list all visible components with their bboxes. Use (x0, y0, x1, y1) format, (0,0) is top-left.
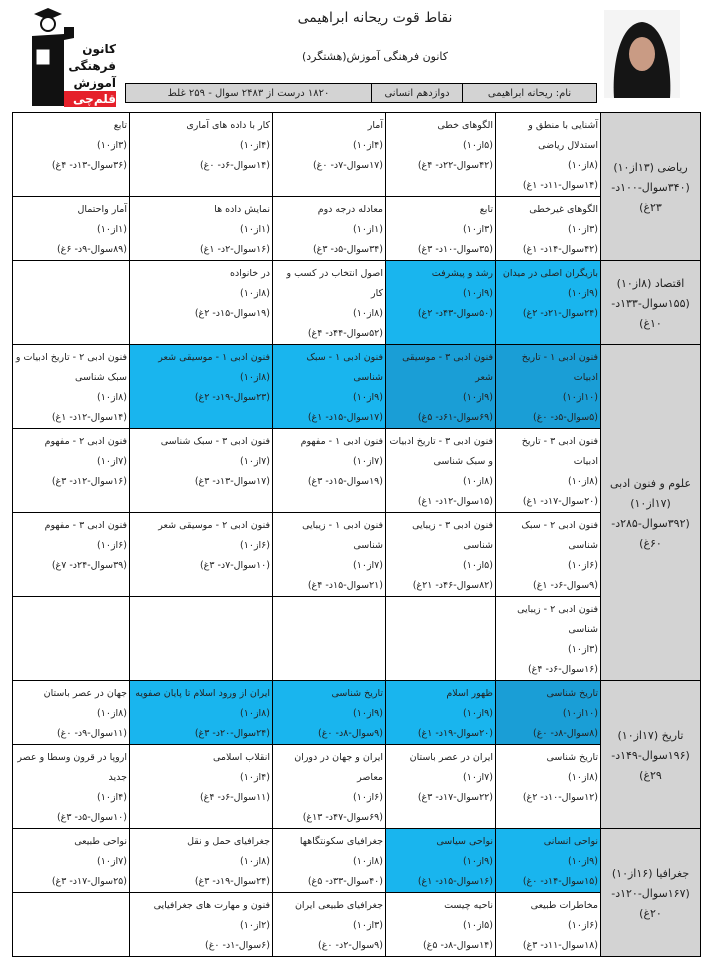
topic-score: (۹از۱۰) (568, 288, 598, 299)
topic-score: (۳از۱۰) (97, 140, 127, 151)
topic-cell (386, 893, 496, 957)
topic-title: جهان در عصر باستان (43, 688, 127, 699)
topic-title: فنون ادبی ۱ - موسیقی شعر (158, 352, 270, 363)
topic-score: (۵از۱۰) (463, 920, 493, 931)
topic-detail: (۵۰سوال-۴۳د- ۲غ) (417, 308, 493, 319)
subject-cell (601, 829, 701, 957)
topic-detail: (۲۵سوال-۱۷د- ۳غ) (51, 876, 127, 887)
subject-label-line: (۳۹۲سوال-۲۸۵د- (611, 517, 690, 530)
topic-score: (۸از۱۰) (463, 476, 493, 487)
topic-detail: (۹سوال-۲د- ۰غ) (318, 940, 383, 951)
topic-detail: (۵سوال-۵د- ۰غ) (533, 412, 598, 423)
topic-title: فنون ادبی ۳ - موسیقی شعر (402, 352, 493, 383)
topic-cell (130, 513, 273, 597)
topic-cell (130, 745, 273, 829)
subject-label-line: (۱۵۵سوال-۱۳۳د- (611, 297, 690, 310)
topic-score: (۸از۱۰) (240, 856, 270, 867)
topic-score: (۸از۱۰) (240, 288, 270, 299)
topic-title: فنون ادبی ۳ - مفهوم (44, 520, 127, 531)
topic-score: (۶از۱۰) (240, 540, 270, 551)
topic-cell (13, 829, 130, 893)
topic-score: (۵از۱۰) (463, 140, 493, 151)
topic-title: اصول انتخاب در کسب و کار (286, 268, 383, 299)
topic-title: ایران در عصر باستان (409, 752, 493, 763)
topic-detail: (۹سوال-۸د- ۰غ) (318, 728, 383, 739)
topic-score: (۱۰از۱۰) (562, 392, 598, 403)
topic-detail: (۱۷سوال-۱۳د- ۳غ) (194, 476, 270, 487)
topic-score: (۱۰از۱۰) (562, 708, 598, 719)
topic-cell (13, 513, 130, 597)
topic-title: فنون ادبی ۱ - تاریخ ادبیات (521, 352, 598, 383)
topic-detail: (۲۱سوال-۱۵د- ۴غ) (307, 580, 383, 591)
topic-title: نمایش داده ها (214, 204, 270, 215)
subject-label-line: علوم و فنون ادبی (609, 477, 692, 490)
topic-score: (۸از۱۰) (353, 856, 383, 867)
topic-detail: (۴۲سوال-۲۲د- ۴غ) (417, 160, 493, 171)
topic-cell (496, 829, 601, 893)
table-row (13, 745, 701, 829)
topic-detail: (۱۲سوال-۱۰د- ۲غ) (522, 792, 598, 803)
topic-cell (130, 345, 273, 429)
topic-detail: (۵۲سوال-۴۴د- ۴غ) (307, 328, 383, 339)
subject-cell (601, 681, 701, 829)
topic-detail: (۳۶سوال-۱۳د- ۴غ) (51, 160, 127, 171)
topic-detail: (۲۰سوال-۱۷د- ۱غ) (522, 496, 598, 507)
topic-cell (386, 681, 496, 745)
topic-score: (۹از۱۰) (463, 392, 493, 403)
topic-cell (496, 681, 601, 745)
subject-cell (601, 345, 701, 681)
topic-cell (130, 113, 273, 197)
topic-score: (۷از۱۰) (97, 856, 127, 867)
topic-detail: (۴۰سوال-۳۳د- ۵غ) (307, 876, 383, 887)
topic-cell (273, 893, 386, 957)
topic-score: (۶از۱۰) (97, 540, 127, 551)
topic-score: (۷از۱۰) (97, 456, 127, 467)
topic-score: (۳از۱۰) (568, 224, 598, 235)
logo-line-amoozesh: آموزش (64, 75, 116, 91)
subject-label-line: (۱۶۷سوال-۱۲۰د- (611, 887, 690, 900)
topic-title: انقلاب اسلامی (213, 752, 270, 763)
topic-detail: (۴۲سوال-۱۴د- ۱غ) (522, 244, 598, 255)
topic-cell (13, 893, 130, 957)
topic-score: (۷از۱۰) (240, 456, 270, 467)
table-row (13, 597, 701, 681)
topic-title: فنون ادبی ۱ - سبک شناسی (306, 352, 383, 383)
topic-detail: (۲۲سوال-۱۷د- ۳غ) (417, 792, 493, 803)
topic-score: (۳از۱۰) (353, 920, 383, 931)
topic-cell (130, 681, 273, 745)
subject-label-line: ۱۰غ) (639, 317, 662, 330)
topic-score: (۳از۱۰) (463, 224, 493, 235)
topic-cell (13, 345, 130, 429)
topic-detail: (۹سوال-۶د- ۱غ) (533, 580, 598, 591)
topic-score: (۹از۱۰) (463, 708, 493, 719)
topic-cell (496, 345, 601, 429)
topic-title: فنون و مهارت های جغرافیایی (153, 900, 270, 911)
topic-title: کار با داده های آماری (186, 120, 270, 131)
topic-title: آشنایی با منطق و استدلال ریاضی (528, 120, 598, 151)
subject-cell (601, 261, 701, 345)
subject-label-line: تاریخ (۱۷از۱۰) (617, 729, 684, 742)
topic-detail: (۸۹سوال-۹د- ۶غ) (56, 244, 127, 255)
topic-cell (273, 261, 386, 345)
topic-cell (386, 197, 496, 261)
topic-cell (386, 513, 496, 597)
topic-title: جغرافیای طبیعی ایران (294, 900, 383, 911)
subject-label-line: (۳۴۰سوال-۱۰۰د- (611, 181, 690, 194)
subject-label-line: (۱۹۶سوال-۱۴۹د- (611, 749, 690, 762)
topic-title: جغرافیای سکونتگاهها (299, 836, 383, 847)
topic-title: اروپا در قرون وسطا و عصر جدید (17, 752, 127, 783)
strength-table (12, 112, 701, 957)
topic-title: مخاطرات طبیعی (530, 900, 598, 911)
topic-score: (۸از۱۰) (568, 772, 598, 783)
topic-cell (13, 261, 130, 345)
topic-title: نواحی طبیعی (74, 836, 127, 847)
topic-score: (۱از۱۰) (97, 224, 127, 235)
kanoon-logo (26, 4, 116, 106)
topic-title: فنون ادبی ۱ - زیبایی شناسی (302, 520, 383, 551)
topic-score: (۶از۱۰) (568, 560, 598, 571)
topic-cell (496, 597, 601, 681)
topic-cell (130, 597, 273, 681)
subject-label-line: ریاضی (۱۳از۱۰) (613, 161, 688, 174)
logo-line-kanoon: کانون (64, 41, 116, 57)
topic-title: نواحی سیاسی (436, 836, 493, 847)
topic-title: فنون ادبی ۳ - سبک شناسی (160, 436, 270, 447)
topic-cell (273, 513, 386, 597)
topic-score: (۸از۱۰) (240, 372, 270, 383)
subject-label-line: (۱۷از۱۰) (630, 497, 671, 510)
topic-title: رشد و پیشرفت (431, 268, 493, 279)
topic-detail: (۱۹سوال-۱۵د- ۲غ) (194, 308, 270, 319)
topic-title: آمار واحتمال (77, 204, 127, 215)
topic-score: (۸از۱۰) (97, 392, 127, 403)
topic-detail: (۱۴سوال-۱۱د- ۱غ) (522, 180, 598, 191)
topic-title: معادله درجه دوم (317, 204, 383, 215)
topic-score: (۷از۱۰) (353, 560, 383, 571)
topic-cell (273, 345, 386, 429)
topic-score: (۹از۱۰) (353, 708, 383, 719)
student-photo (604, 10, 680, 98)
topic-title: فنون ادبی ۲ - زیبایی شناسی (517, 604, 598, 635)
topic-title: نواحی انسانی (543, 836, 598, 847)
topic-cell (496, 113, 601, 197)
topic-detail: (۱۷سوال-۷د- ۰غ) (312, 160, 383, 171)
topic-cell (496, 513, 601, 597)
topic-detail: (۱۰سوال-۷د- ۳غ) (199, 560, 270, 571)
topic-cell (13, 745, 130, 829)
topic-cell (496, 745, 601, 829)
topic-cell (130, 261, 273, 345)
topic-detail: (۲۰سوال-۱۹د- ۱غ) (417, 728, 493, 739)
topic-title: تاریخ شناسی (546, 688, 598, 699)
student-info-bar (125, 83, 597, 103)
topic-score: (۸از۱۰) (97, 708, 127, 719)
topic-title: ظهور اسلام (446, 688, 493, 699)
topic-cell (13, 429, 130, 513)
topic-detail: (۱۵سوال-۱۲د- ۱غ) (417, 496, 493, 507)
topic-detail: (۱۴سوال-۶د- ۰غ) (199, 160, 270, 171)
topic-cell (13, 597, 130, 681)
topic-detail: (۱۵سوال-۱۴د- ۰غ) (522, 876, 598, 887)
topic-detail: (۲۴سوال-۲۱د- ۲غ) (522, 308, 598, 319)
table-row (13, 261, 701, 345)
topic-cell (273, 745, 386, 829)
topic-detail: (۲۴سوال-۱۹د- ۳غ) (194, 876, 270, 887)
table-row (13, 829, 701, 893)
subject-label-line: جغرافیا (۱۶از۱۰) (611, 867, 690, 880)
topic-title: ناحیه چیست (444, 900, 493, 911)
topic-title: تابع (113, 120, 127, 131)
topic-detail: (۸۲سوال-۴۶د- ۲۱غ) (412, 580, 493, 591)
topic-detail: (۱۹سوال-۱۵د- ۳غ) (307, 476, 383, 487)
topic-detail: (۸سوال-۸د- ۰غ) (533, 728, 598, 739)
topic-score: (۱از۱۰) (353, 224, 383, 235)
topic-score: (۲از۱۰) (240, 920, 270, 931)
topic-title: تابع (479, 204, 493, 215)
table-row (13, 113, 701, 197)
topic-score: (۹از۱۰) (353, 392, 383, 403)
table-row (13, 345, 701, 429)
topic-score: (۶از۱۰) (568, 920, 598, 931)
subject-label-line: ۲۰غ) (639, 907, 662, 920)
topic-score: (۸از۱۰) (240, 708, 270, 719)
table-row (13, 429, 701, 513)
topic-title: فنون ادبی ۳ - تاریخ ادبیات و سبک شناسی (389, 436, 493, 467)
topic-score: (۳از۱۰) (568, 644, 598, 655)
subject-label-line: ۶۰غ) (639, 537, 662, 550)
topic-cell (496, 197, 601, 261)
topic-cell (273, 429, 386, 513)
topic-score: (۹از۱۰) (463, 856, 493, 867)
topic-score: (۹از۱۰) (568, 856, 598, 867)
student-stats: ۱۸۲۰ درست از ۲۴۸۳ سوال - ۲۵۹ غلط (167, 87, 330, 99)
topic-title: تاریخ شناسی (331, 688, 383, 699)
table-row (13, 893, 701, 957)
topic-score: (۴از۱۰) (353, 140, 383, 151)
topic-title: فنون ادبی ۱ - مفهوم (300, 436, 383, 447)
topic-cell (386, 829, 496, 893)
topic-detail: (۱۴سوال-۱۲د- ۱غ) (51, 412, 127, 423)
institute-name: کانون فرهنگی آموزش(هشتگرد) (301, 50, 449, 63)
topic-score: (۸از۱۰) (568, 160, 598, 171)
topic-score: (۶از۱۰) (353, 792, 383, 803)
topic-cell (386, 113, 496, 197)
topic-title: ایران و جهان در دوران معاصر (294, 752, 383, 783)
topic-cell (386, 261, 496, 345)
topic-detail: (۱۶سوال-۶د- ۴غ) (527, 664, 598, 675)
topic-cell (130, 829, 273, 893)
topic-cell (130, 197, 273, 261)
topic-cell (386, 597, 496, 681)
topic-detail: (۶۹سوال-۴۷د- ۱۳غ) (302, 812, 383, 823)
topic-title: الگوهای خطی (437, 120, 493, 131)
topic-detail: (۲۴سوال-۲۰د- ۳غ) (194, 728, 270, 739)
topic-cell (273, 829, 386, 893)
topic-cell (130, 429, 273, 513)
topic-detail: (۱۱سوال-۹د- ۰غ) (56, 728, 127, 739)
topic-cell (273, 113, 386, 197)
topic-score: (۴از۱۰) (240, 140, 270, 151)
topic-title: فنون ادبی ۳ - تاریخ ادبیات (521, 436, 598, 467)
topic-title: فنون ادبی ۲ - تاریخ ادبیات و سبک شناسی (15, 352, 127, 383)
topic-detail: (۱۸سوال-۱۱د- ۳غ) (522, 940, 598, 951)
topic-detail: (۱۷سوال-۱۵د- ۱غ) (307, 412, 383, 423)
table-row (13, 513, 701, 597)
topic-cell (130, 893, 273, 957)
topic-cell (13, 113, 130, 197)
topic-cell (273, 197, 386, 261)
topic-title: فنون ادبی ۲ - سبک شناسی (521, 520, 598, 551)
topic-detail: (۱۰سوال-۵د- ۳غ) (56, 812, 127, 823)
topic-detail: (۳۴سوال-۵د- ۳غ) (312, 244, 383, 255)
topic-detail: (۱۶سوال-۲د- ۱غ) (199, 244, 270, 255)
topic-title: ایران از ورود اسلام تا پایان صفویه (135, 688, 270, 699)
topic-cell (496, 261, 601, 345)
topic-score: (۹از۱۰) (463, 288, 493, 299)
table-row (13, 681, 701, 745)
topic-cell (13, 681, 130, 745)
topic-title: فنون ادبی ۳ - زیبایی شناسی (412, 520, 493, 551)
logo-line-farhangi: فرهنگی (64, 58, 116, 74)
topic-detail: (۳۹سوال-۲۴د- ۷غ) (51, 560, 127, 571)
topic-title: فنون ادبی ۲ - مفهوم (44, 436, 127, 447)
topic-cell (273, 681, 386, 745)
topic-cell (13, 197, 130, 261)
table-row (13, 197, 701, 261)
topic-score: (۵از۱۰) (463, 560, 493, 571)
subject-label-line: ۲۳غ) (639, 201, 662, 214)
topic-score: (۴از۱۰) (240, 772, 270, 783)
topic-score: (۸از۱۰) (568, 476, 598, 487)
topic-cell (386, 429, 496, 513)
student-grade: دوازدهم انسانی (371, 84, 462, 102)
topic-score: (۷از۱۰) (463, 772, 493, 783)
topic-title: جغرافیای حمل و نقل (187, 836, 270, 847)
topic-detail: (۱۴سوال-۸د- ۵غ) (422, 940, 493, 951)
topic-detail: (۲۳سوال-۱۹د- ۲غ) (194, 392, 270, 403)
topic-cell (386, 345, 496, 429)
subject-label-line: ۲۹غ) (639, 769, 662, 782)
topic-title: بازیگران اصلی در میدان (502, 268, 598, 279)
topic-cell (496, 429, 601, 513)
topic-score: (۱از۱۰) (240, 224, 270, 235)
topic-title: فنون ادبی ۲ - موسیقی شعر (158, 520, 270, 531)
topic-score: (۸از۱۰) (353, 308, 383, 319)
student-name: نام: ریحانه ابراهیمی (462, 84, 596, 102)
topic-score: (۷از۱۰) (353, 456, 383, 467)
topic-detail: (۱۶سوال-۱۵د- ۱غ) (417, 876, 493, 887)
topic-title: در خانواده (229, 268, 270, 279)
topic-cell (386, 745, 496, 829)
topic-score: (۴از۱۰) (97, 792, 127, 803)
logo-line-ghalamchi: قلم‌چی (64, 91, 116, 107)
topic-title: الگوهای غیرخطی (529, 204, 598, 215)
subject-label-line: اقتصاد (۸از۱۰) (616, 277, 685, 290)
topic-title: آمار (367, 120, 383, 131)
topic-detail: (۳۵سوال-۱۰د- ۳غ) (417, 244, 493, 255)
topic-detail: (۱۱سوال-۶د- ۴غ) (199, 792, 270, 803)
topic-cell (273, 597, 386, 681)
topic-detail: (۱۶سوال-۱۲د- ۳غ) (51, 476, 127, 487)
subject-cell (601, 113, 701, 261)
topic-detail: (۶۹سوال-۶۱د- ۵غ) (417, 412, 493, 423)
topic-cell (496, 893, 601, 957)
topic-detail: (۶سوال-۱د- ۰غ) (205, 940, 270, 951)
page-title: نقاط قوت ریحانه ابراهیمی (297, 10, 453, 26)
topic-title: تاریخ شناسی (546, 752, 598, 763)
